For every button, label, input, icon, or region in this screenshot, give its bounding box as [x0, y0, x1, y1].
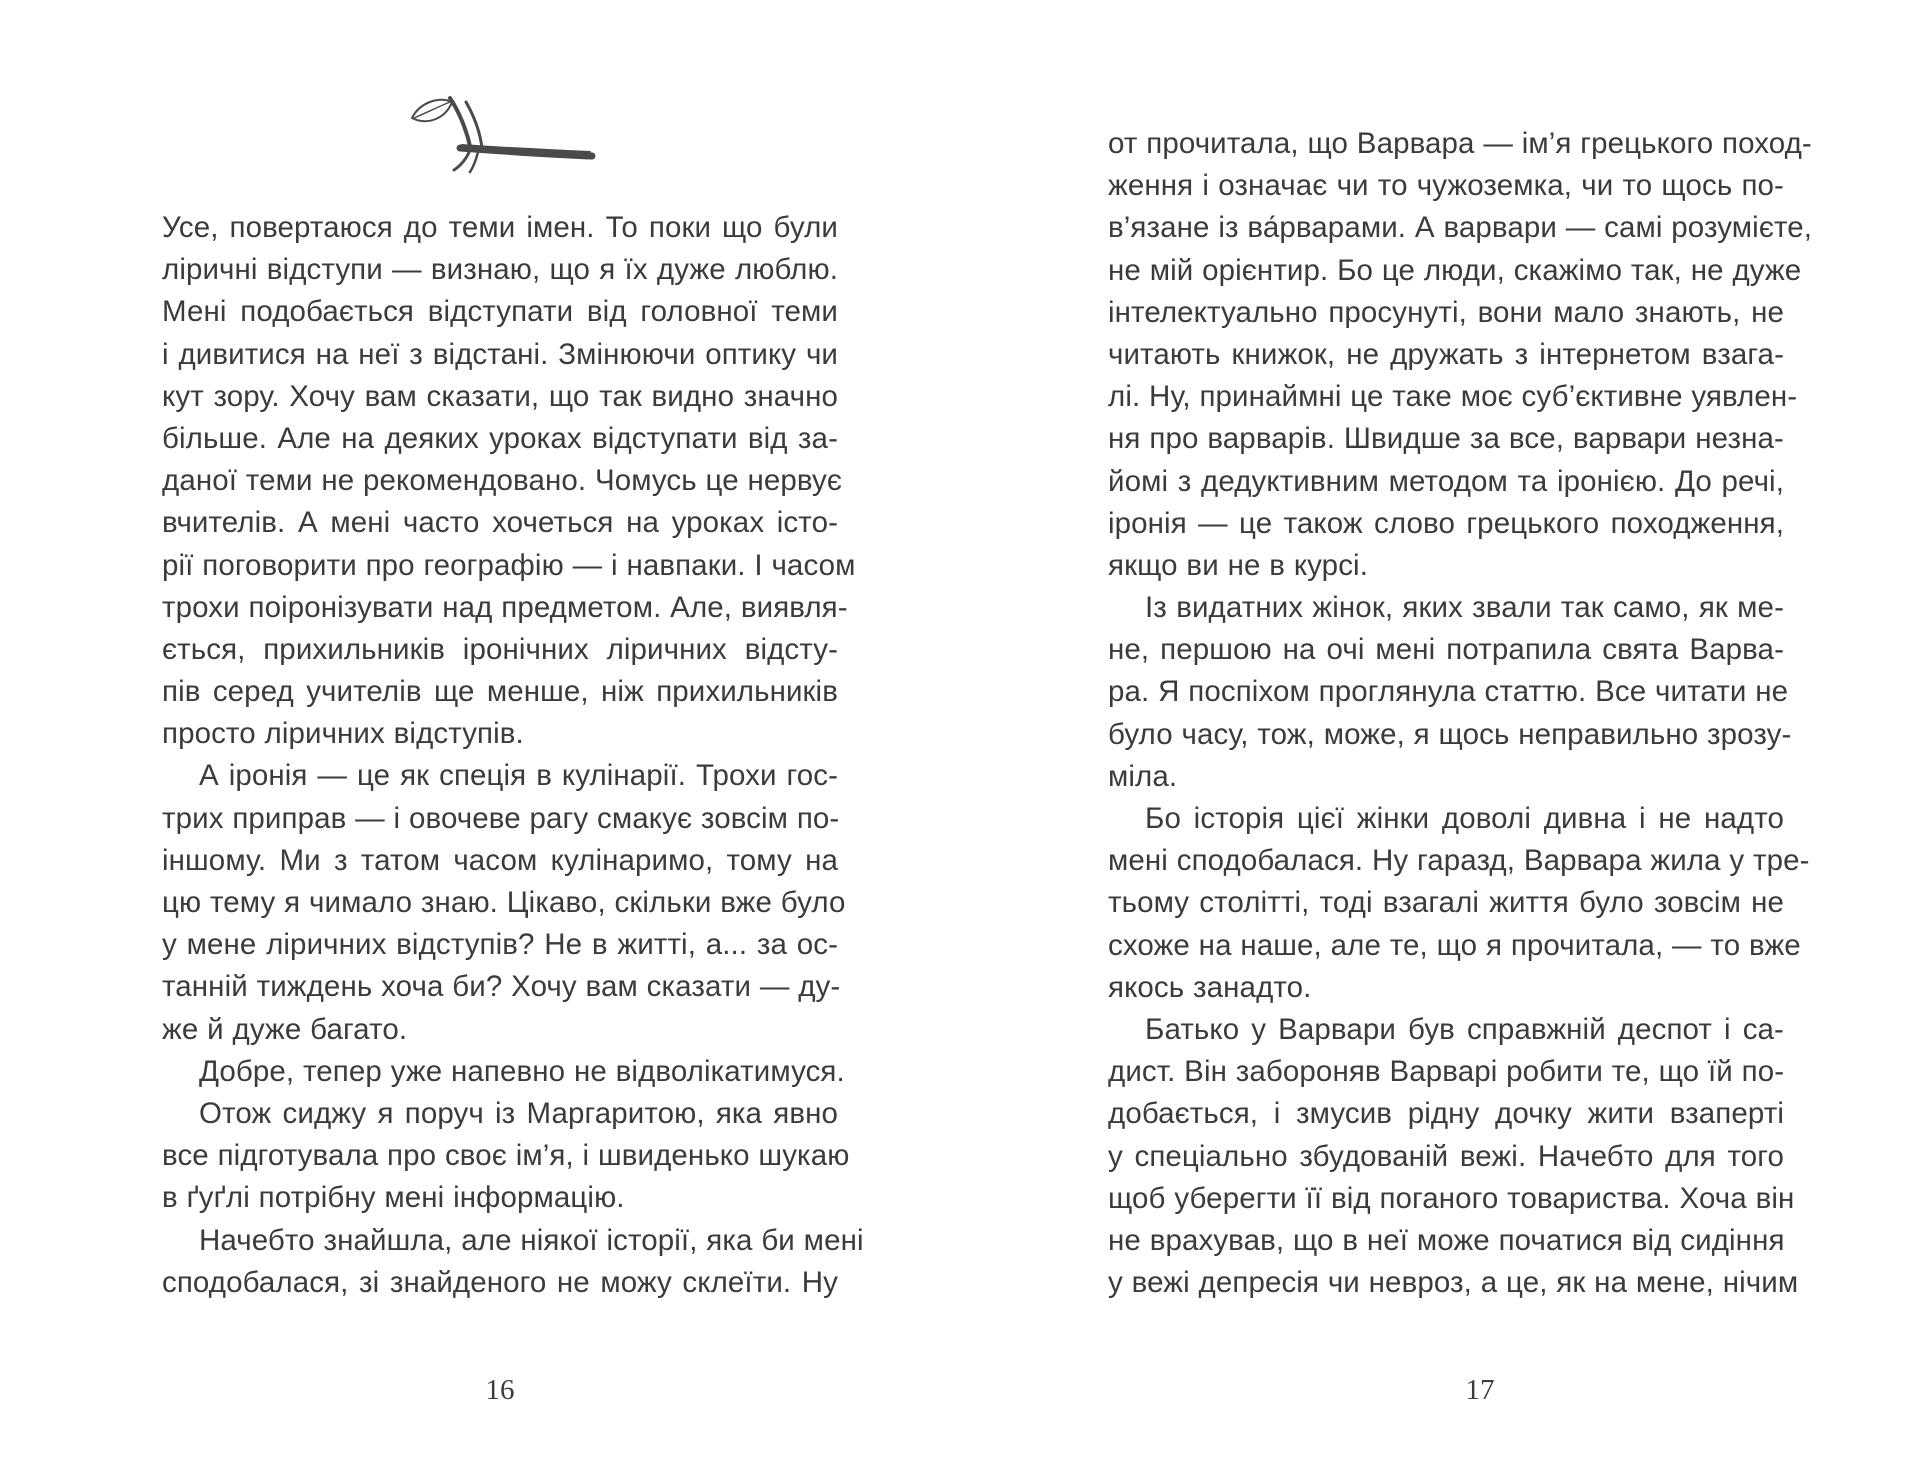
text-line: сподобалася, зі знайденого не можу склеїти. Ну: [162, 1265, 838, 1299]
text-line: Із видатних жінок, яких звали так само, як ме-: [1145, 591, 1784, 625]
text-line: в ґуґлі потрібну мені інформацію.: [162, 1181, 625, 1215]
text-line: вчителів. А мені часто хочеться на уроках істо-: [162, 506, 838, 540]
text-line: іронія — це також слово грецького походження,: [1108, 506, 1784, 540]
text-line: от прочитала, що Варвара — ім’я грецького поход-: [1108, 127, 1812, 160]
text-line: ється, прихильників іронічних ліричних відсту-: [162, 632, 838, 666]
text-line: же й дуже багато.: [162, 1012, 408, 1046]
twig-ornament-icon: [400, 88, 600, 178]
right-page-text: [1108, 123, 1813, 1304]
text-line: в’язане із ва́рварами. А варвари — самі розумієте,: [1108, 211, 1813, 245]
text-line: щоб уберегти її від поганого товариства. Хоча він: [1108, 1181, 1795, 1215]
text-line: Добре, тепер уже напевно не відволікатимуся.: [199, 1054, 845, 1088]
right-page: [960, 0, 1920, 1482]
text-line: Батько у Варвари був справжній деспот і са-: [1145, 1012, 1784, 1046]
text-line: тьому столітті, тоді взагалі життя було зовсім не: [1108, 886, 1784, 920]
text-line: мені сподобалася. Ну гаразд, Варвара жила у тре-: [1108, 844, 1810, 878]
text-line: Усе, повертаюся до теми імен. То поки що були: [162, 211, 838, 244]
text-line: якось занадто.: [1108, 970, 1312, 1004]
text-line: трих приправ — і овочеве рагу смакує зовсім по-: [162, 801, 840, 835]
text-line: йомі з дедуктивним методом та іронією. До речі,: [1108, 464, 1784, 498]
text-line: трохи поіронізувати над предметом. Але, виявля-: [162, 590, 848, 624]
text-line: і дивитися на неї з відстані. Змінюючи оптику чи: [162, 337, 838, 371]
text-line: у мене ліричних відступів? Не в житті, а... за ос-: [162, 928, 838, 962]
text-line: рії поговорити про географію — і навпаки. І часом: [162, 548, 856, 582]
text-line: добається, і змусив рідну дочку жити взаперті: [1108, 1097, 1784, 1131]
text-line: Мені подобається відступати від головної теми: [162, 295, 838, 329]
text-line: все підготувала про своє ім’я, і швиденько шукаю: [162, 1139, 850, 1173]
text-line: кут зору. Хочу вам сказати, що так видно значно: [162, 379, 838, 413]
left-page-text: [162, 207, 864, 1304]
text-line: не, першою на очі мені потрапила свята Варва-: [1108, 633, 1784, 667]
text-line: іншому. Ми з татом часом кулінаримо, тому на: [162, 843, 838, 877]
text-line: танній тиждень хоча би? Хочу вам сказати — ду-: [162, 970, 841, 1004]
text-line: Бо історія цієї жінки доволі дивна і не надто: [1145, 802, 1784, 835]
text-line: було часу, тож, може, я щось неправильно зрозу-: [1108, 717, 1792, 751]
text-line: ження і означає чи то чужоземка, чи то щось по-: [1108, 169, 1784, 203]
text-line: ра. Я поспіхом проглянула статтю. Все читати не: [1108, 675, 1789, 709]
text-line: ня про варварів. Швидше за все, варвари незна-: [1108, 422, 1784, 456]
text-line: інтелектуально просунуті, вони мало знають, не: [1108, 295, 1784, 329]
text-line: ліричні відступи — визнаю, що я їх дуже люблю.: [162, 253, 838, 287]
text-line: схоже на наше, але те, що я прочитала, — то вже: [1108, 928, 1801, 962]
text-line: Начебто знайшла, але ніякої історії, яка би мені: [199, 1223, 864, 1257]
text-line: не мій орієнтир. Бо це люди, скажімо так, не дуже: [1108, 253, 1802, 287]
text-line: не врахував, що в неї може початися від сидіння: [1108, 1223, 1785, 1257]
text-line: якщо ви не в курсі.: [1108, 548, 1368, 582]
text-line: дист. Він забороняв Варварі робити те, що їй по-: [1108, 1055, 1785, 1089]
text-line: у вежі депресія чи невроз, а це, як на мене, нічим: [1108, 1266, 1799, 1300]
text-line: більше. Але на деяких уроках відступати від за-: [162, 421, 838, 455]
page-number: 17: [1465, 1374, 1495, 1406]
text-line: А іронія — це як спеція в кулінарії. Трохи гос-: [199, 759, 838, 793]
text-line: просто ліричних відступів.: [162, 717, 524, 751]
text-line: у спеціально збудованій вежі. Начебто для того: [1108, 1139, 1784, 1173]
text-line: Отож сиджу я поруч із Маргаритою, яка явно: [199, 1096, 838, 1130]
text-line: цю тему я чимало знаю. Цікаво, скільки вже було: [162, 886, 846, 919]
page-number: 16: [485, 1374, 515, 1406]
text-line: міла.: [1108, 759, 1178, 793]
text-line: лі. Ну, принаймні це таке моє суб’єктивне уявлен-: [1108, 380, 1798, 414]
text-line: даної теми не рекомендовано. Чомусь це нервує: [162, 464, 843, 498]
text-line: читають книжок, не дружать з інтернетом взага-: [1108, 337, 1784, 371]
text-line: пів серед учителів ще менше, ніж прихильників: [162, 675, 838, 709]
